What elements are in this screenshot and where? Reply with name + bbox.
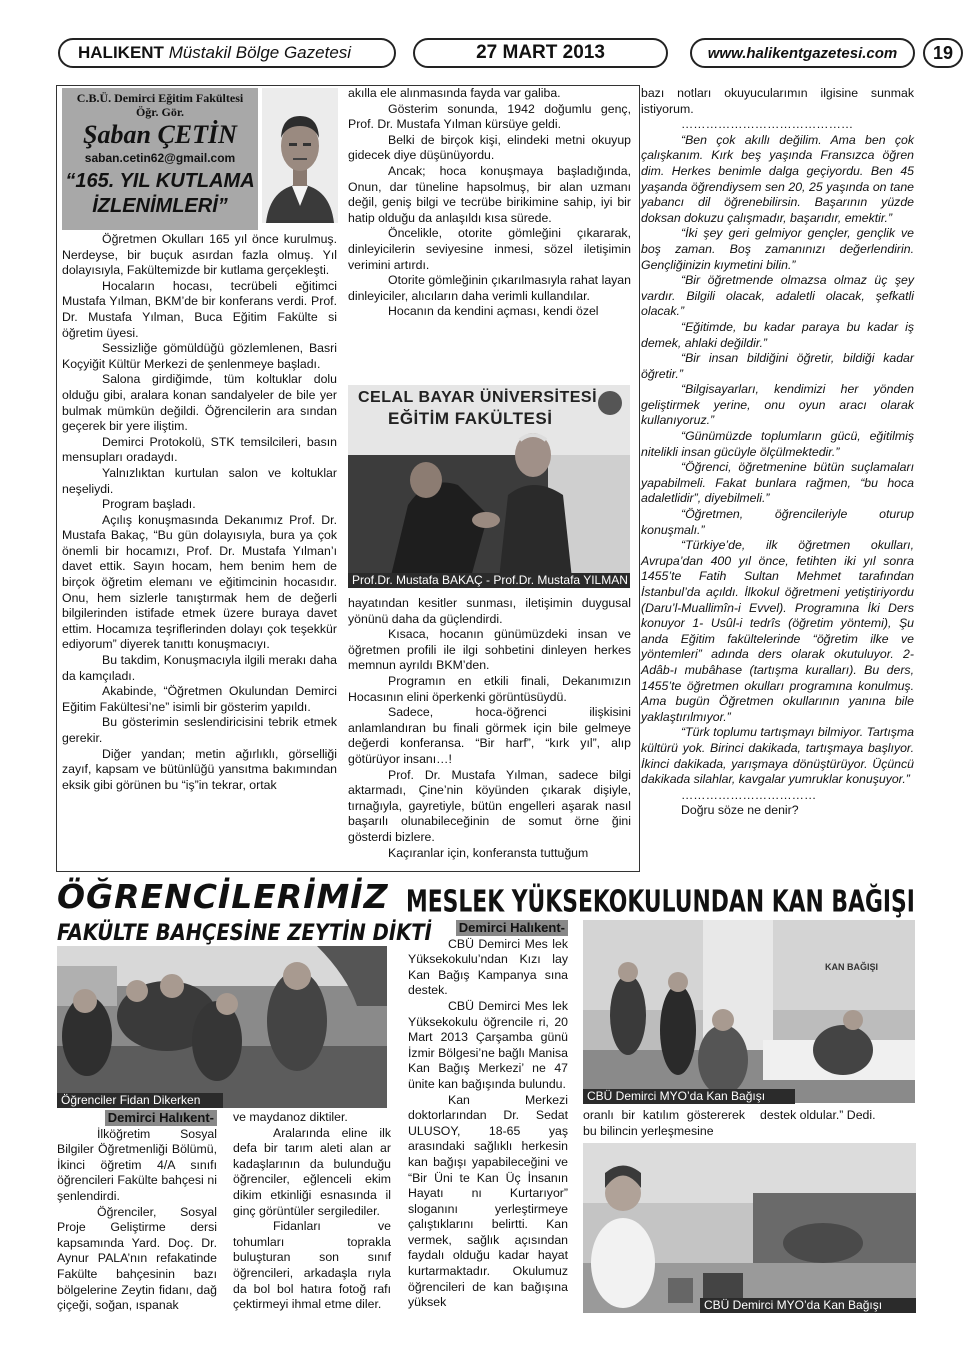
quote: “Günümüzde toplumların gücü, eğitilmiş nitelikli insan gücüyle ölçülmektedir.”: [641, 429, 914, 459]
quote: “Bir öğretmende olmazsa olmaz üç şey vardır. Bilgili olacak, adaletli olacak, şefkatli olacak.”: [641, 273, 914, 319]
paragraph: Bu gösterimin seslendiricisini tebrik etmek gerekir.: [62, 715, 337, 745]
paragraph: Diğer yandan; metin ağırlıklı, görselliği zayıf, kapsam ve bütünlüğü yansıtma bakımından eksik gibi görünen bu “iş”in tekrar, ortak: [62, 746, 337, 792]
paper-subtitle: Müstakil Bölge Gazetesi: [168, 43, 352, 62]
article1-column-1: [62, 232, 337, 793]
paragraph: Akabinde, “Öğretmen Okulundan Demirci Eğitim Fakültesi’ne” isimli bir gösterim yapıldı.: [62, 684, 337, 714]
article2-headline: ÖĞRENCİLERİMİZ: [57, 877, 389, 916]
conference-photo: [348, 385, 630, 588]
quote: “Öğretmen, öğrencileriyle oturup konuşmalı.”: [641, 507, 914, 537]
article1-column-2-top: [348, 86, 631, 320]
paragraph: Demirci Protokolü, STK temsilcileri, basın mensupları oradaydı.: [62, 434, 337, 465]
paragraph: Prof. Dr. Mustafa Yılman, sadece bilgi aktarmadı, Çine’nin köyünden çıkarak dişiyle, tırnağıyla, gayretiyle, bütün engelleri aşarak nasıl başarılı olunabileceğinin de somut örne ğini gösterdi bizlere.: [348, 767, 631, 844]
paragraph: Hocaların hocası, tecrübeli eğitimci Mustafa Yılman, BKM’de bir konferans verdi. Prof. Dr. Mustafa Yılman, Buca Eğitim Fakülte si öğretim üyesi.: [62, 278, 337, 340]
article3-mid-left: [583, 1108, 745, 1139]
byline-tag: Demirci Halıkent-: [456, 920, 568, 936]
paragraph: oranlı bir katılım göstererek bu bilincin yerleşmesine: [583, 1108, 745, 1138]
page-number: 19: [923, 38, 963, 68]
quote: “Türkiye’de, ilk öğretmen okulları, Avrupa’dan 400 yıl önce, fetihten iki yıl sonra 1455’te Fatih Sultan Mehmet tarafından İstanbul’da açıldı. İlkokul öğretmeni yetiştiriyordu (Daru’l-Muallimîn-i Evvel). Programına İki Ders konuyor 1- Usûl-i tedrîs (öğretim yöntemi), Şu anda Eğitim fakültelerinde “öğretim ilke ve yöntemleri” adında ders olarak okutuluyor. 2- Adâb-ı mubâhase (tartışma kuralları). Bu ders, 1455’te öğretmen okulları programına konulmuş. Ama bugün Öğretmen okullarının yanına bile yaklaştırılmıyor.”: [641, 538, 914, 724]
author-name: Şaban ÇETİN: [83, 120, 237, 149]
paragraph: Gösterim sonunda, 1942 doğumlu genç, Prof. Dr. Mustafa Yılman kürsüye geldi.: [348, 101, 631, 132]
article2-column-2: [233, 1110, 391, 1313]
article3-headline: MESLEK YÜKSEKOKULUNDAN KAN BAĞIŞI: [406, 883, 915, 919]
closing-line: Doğru söze ne denir?: [681, 803, 799, 818]
paragraph: Belki de birçok kişi, elindeki metni okuyup gidecek diye düşünüyordu.: [348, 132, 631, 163]
paragraph: destek oldular.” Dedi.: [760, 1108, 876, 1122]
separator-dots: ……………………………: [681, 787, 817, 802]
photo-banner-line2: EĞİTİM FAKÜLTESİ: [388, 409, 553, 428]
paragraph: Programın en etkili finali, Dekanımızın Hocasının elini öperkenki görüntüsüydü.: [348, 673, 631, 704]
paragraph: CBÜ Demirci Mes lek Yüksekokulu öğrencile ri, 20 Mart 2013 Çarşamba günü İzmir Bölgesi’ne bağlı Manisa Kan Bağış Merkezi’ ne 47 ünite kan bağışında bulundu.: [408, 998, 568, 1091]
paragraph: Açılış konuşmasında Dekanımız Prof. Dr. Mustafa Bakaç, “Bu gün dolayısıyla, bura ya çok önemli bir hocamızı, Prof. Dr. Mustafa Yılman’ı davet ettik. Sayın hocam, hem benim hem de birçok öğretim elemanı ve eğitimcinin hocasıdır. Onu, hem sizlerle tanıştırmak hem de değerli bilgilerinden istifade etmek üzere buraya davet ettim. Hocamıza teşriflerinden dolayı çok teşekkür ediyorum” diyerek tanıttı konuşmacıyı.: [62, 512, 337, 652]
paragraph: ve maydanoz diktiler.: [233, 1110, 348, 1124]
paragraph: Sadece, hoca-öğrenci ilişkisini anlamlandıran bu finali görmek için bile gelmeye değerdi konferansa. “Bir harf”, “kırk yıl”, alıp götürüyor insanı…!: [348, 705, 631, 766]
paragraph: bazı notları okuyucularımın ilgisine sunmak istiyorum.: [641, 86, 914, 116]
paragraph: Salona girdiğimde, tüm koltuklar dolu olduğu gibi, aralara konan sandalyeler de bile yer bulmak mümkün değildi. Öğrencilerin ara sından geçerek bir yere iliştim.: [62, 372, 337, 434]
paragraph: Kan Merkezi doktorlarından Dr. Sedat ULUSOY, 18-65 yaş arasındaki sağlıklı herkesin kan bağışı yapabileceğini ve “Bir Üni te Kan Üç İnsanın Hayatı nı Kurtarıyor” sloganını yerleştirmeye çalıştıklarını belirtti. Kan vermek, sağlık açısından faydalı olduğu kadar hayat kurtarmaktadır. Okulumuz öğrencileri de kan bağışına yüksek: [408, 1092, 568, 1310]
website-url[interactable]: www.halikentgazetesi.com: [690, 38, 915, 68]
quote: “Ben çok akıllı değilim. Ama ben çok çalışkanım. Kırk beş yaşında Fransızca öğren dim. Herkes benimle dalga geçiyordu. Ben 45 yaşanda öğrendiysem sen 20, 25 yaşında on tane yabancı dil öğrenebilirsin. Başarının yüzde doksan dokuzu çalışmadır, başarıdır, emektir.”: [641, 132, 914, 225]
author-box: [62, 88, 258, 230]
paragraph: İlköğretim Sosyal Bilgiler Öğretmenliği Bölümü, İkinci öğretim 4/A sınıfı öğrencileri Fakülte bahçesi ni şenlendirdi.: [57, 1126, 217, 1203]
article-title-line2: İZLENİMLERİ”: [92, 195, 228, 217]
paragraph: Yalnızlıktan kurtulan salon ve koltuklar neşeliydi.: [62, 465, 337, 496]
byline-tag: Demirci Halıkent-: [105, 1110, 217, 1126]
paragraph: akılla ele alınmasında fayda var galiba.: [348, 86, 561, 100]
paragraph: Öncelikle, otorite gömleğini çıkararak, dinleyicilerin seviyesine inmesi, sözel iletişimin verimini artırdı.: [348, 226, 631, 272]
students-photo-caption: Öğrenciler Fidan Dikerken: [57, 1093, 223, 1108]
paragraph: Kısaca, hocanın günümüzdeki insan ve öğretmen profili ile ilgi sohbetini dinleyen herkes memnun ayrıldı BKM’den.: [348, 627, 631, 673]
article-title-line1: “165. YIL KUTLAMA: [65, 170, 255, 192]
article1-column-3: [641, 86, 914, 819]
paragraph: Ancak; hoca konuşmaya başladığında, Onun, dar tüneline hapsolmuş, bir alan uzmanı değil, geniş bilgi ve tecrübe birikimine sahip, iyi bir hatip olduğu da anlaşıldı kısa sürede.: [348, 163, 631, 225]
article3-column-1: [408, 920, 568, 1311]
author-rank: Öğr. Gör.: [135, 105, 185, 119]
paragraph: CBÜ Demirci Mes lek Yüksekokulu’ndan Kızı lay Kan Bağış Kampanya sına destek.: [408, 936, 568, 998]
article3-mid-right: [760, 1108, 910, 1124]
paragraph: Fidanları ve tohumları toprakla buluşturan son sınıf öğrencileri, arkadaşla rıyla da bol bol hatıra fotoğ rafı çektirmeyi ihmal etme diler.: [233, 1219, 391, 1312]
author-affiliation: C.B.Ü. Demirci Eğitim Fakültesi: [76, 91, 244, 105]
paragraph: Bu takdim, Konuşmacıyla ilgili merakı daha da kamçıladı.: [62, 653, 337, 683]
quote: “İki şey geri gelmiyor gençler, gençlik ve boş zaman. Boş zamanınızı değerlendirin. Gençliğinizin kıymetini bilin.”: [641, 226, 914, 272]
paragraph: Öğretmen Okulları 165 yıl önce kurulmuş. Nerdeyse, bir buçuk asırdan fazla olmuş. Yıl dolayısıyla, Fakültemizde bir kutlama gerçekleşti.: [62, 232, 337, 278]
paragraph: Aralarında eline ilk defa bir tarım aleti alan ar kadaşlarının da bulunduğu öğrenciler, eğlenceli ekim dikim etkinliği esnasında il ginç görüntüler sergilediler.: [233, 1125, 391, 1218]
separator-dots: ……………………………………: [681, 117, 854, 132]
blood-photo-1-caption: CBÜ Demirci MYO’da Kan Bağışı: [583, 1089, 795, 1104]
paper-name-pill: [58, 38, 396, 68]
paragraph: Sessizliğe gömüldüğü gözlemlenen, Basri Koçyiğit Kültür Merkezi de şenlenmeye başladı.: [62, 341, 337, 371]
paper-name: HALIKENT: [78, 43, 164, 62]
quote: “Eğitimde, bu kadar paraya bu kadar iş demek, ahlaki değildir.”: [641, 319, 914, 350]
paragraph: Otorite gömleğinin çıkarılmasıyla rahat layan dinleyiciler, alıcıların daha verimli kullandılar.: [348, 273, 631, 303]
paragraph: Program başladı.: [102, 497, 196, 512]
author-email[interactable]: saban.cetin62@gmail.com: [84, 151, 236, 165]
photo-banner-line1: CELAL BAYAR ÜNİVERSİTESİ: [358, 389, 598, 406]
article2-subheadline: FAKÜLTE BAHÇESİNE ZEYTİN DİKTİ: [57, 919, 432, 946]
paragraph: Hocanın da kendini açması, kendi özel: [388, 304, 599, 319]
quote: “Bir insan bildiğini öğretir, bildiği kadar öğretir.”: [641, 351, 914, 381]
photo-sign-text: KAN BAĞIŞI: [825, 962, 879, 972]
paragraph: hayatından kesitler sunması, iletişimin duygusal yönünü daha da güçlendirdi.: [348, 596, 631, 626]
author-portrait: [262, 88, 338, 223]
quote: “Öğrenci, öğretmenine bütün suçlamaları yapabilmeli. Fakat bunlara rağmen, “bu hoca adaletlidir”, diyebilmeli.”: [641, 460, 914, 506]
paragraph: Kaçıranlar için, konferansta tuttuğum: [388, 845, 589, 860]
quote: “Bilgisayarları, kendimizi her yönden geliştirmek yerine, onu oyun aracı olarak kullanıyoruz.”: [641, 382, 914, 428]
university-logo-icon: [598, 391, 622, 415]
conference-photo-caption: Prof.Dr. Mustafa BAKAÇ - Prof.Dr. Mustafa YILMAN: [348, 573, 630, 588]
paragraph: Öğrenciler, Sosyal Proje Geliştirme dersi kapsamında Yard. Doç. Dr. Aynur PALA’nın refakatinde Fakülte bahçesinin bazı bölgelerine Zeytin fidanı, dağ çiçeği, soğan, ıspanak: [57, 1204, 217, 1313]
article2-column-1: [57, 1110, 217, 1314]
blood-donation-photo-2: [583, 1143, 916, 1313]
issue-date: 27 MART 2013: [413, 38, 668, 68]
article1-column-2-bottom: [348, 596, 631, 861]
quote: “Türk toplumu tartışmayı bilmiyor. Tartışma kültürü yok. Birinci dakikada, tartışmaya başlıyor. İkinci dakikada, yarışmaya dönüştürüyor. Üçüncü dakikada silahlar, kavgalar yumruklar konuşuyor.”: [641, 725, 914, 787]
students-planting-photo: [57, 946, 387, 1108]
masthead: [58, 38, 954, 72]
blood-photo-2-caption: CBÜ Demirci MYO’da Kan Bağışı: [700, 1298, 916, 1313]
blood-donation-photo-1: [583, 920, 915, 1103]
